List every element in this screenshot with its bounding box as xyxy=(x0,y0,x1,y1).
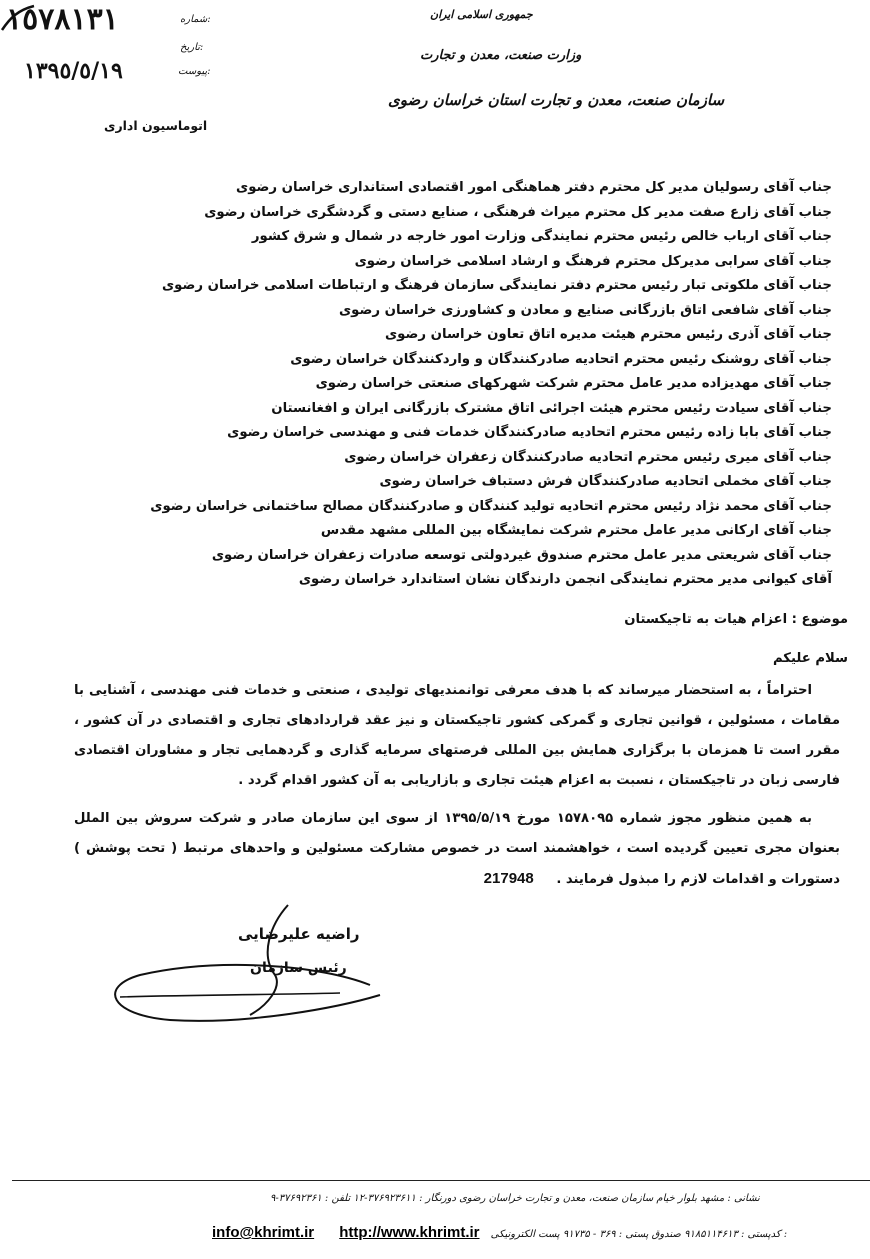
signature-title: رئیس سازمان xyxy=(250,960,347,976)
footer-postal: کدپستی : ۹۱۸۵۱۱۴۶۱۳ صندوق پستی : ۳۶۹ - ۹۱۷۳۵ پست الکترونیکی : xyxy=(490,1229,788,1240)
recipient-line: جناب آقای ارکانی مدیر عامل محترم شرکت نمایشگاه بین المللی مشهد مقدس xyxy=(320,523,832,538)
body-paragraph: احتراماً ، به استحضار میرساند که با هدف معرفی توانمندیهای تولیدی ، صنعتی و خدمات فنی مهندسی ، آشنایی با مقامات ، مسئولین ، قوانین تجاری و گمرکی کشور تاجیکستان و نیز عقد قراردادهای تجاری و اقتصادی در آن کشور ، مقرر است تا همزمان با برگزاری همایش بین المللی فرصتهای سرمایه گذاری و گردهمایی تجار و مشاوران اقتصادی فارسی زبان در تاجیکستان ، نسبت به اعزام هیئت تجاری و بازاریابی به آن کشور اقدام گردد . xyxy=(74,683,840,788)
footer-contact xyxy=(212,1222,787,1241)
recipient-line: آقای کیوانی مدیر محترم نمایندگی انجمن دارندگان نشان استاندارد خراسان رضوی xyxy=(298,572,832,587)
recipient-line: جناب آقای بابا زاده رئیس محترم اتحادیه صادرکنندگان خدمات فنی و مهندسی خراسان رضوی xyxy=(227,425,832,440)
footer-address: نشانی : مشهد بلوار خیام سازمان صنعت، معدن و تجارت خراسان رضوی دورنگار : ۳۷۶۹۲۳۶۱۱-۱۲ تلفن : ۳۷۶۹۲۳۶۱-۹ xyxy=(270,1193,760,1204)
recipient-line: جناب آقای محمد نژاد رئیس محترم اتحادیه تولید کنندگان و صادرکنندگان مصالح ساختمانی خراسان رضوی xyxy=(150,498,832,514)
signature-name: راضیه علیرضایی xyxy=(238,925,360,943)
email-link[interactable]: info@khrimt.ir xyxy=(212,1224,315,1241)
republic-title: جمهوری اسلامی ایران xyxy=(430,8,533,21)
body-paragraph xyxy=(74,804,840,895)
recipient-line: جناب آقای روشنک رئیس محترم اتحادیه صادرکنندگان و واردکنندگان خراسان رضوی xyxy=(290,351,832,367)
recipient-line: جناب آقای میری رئیس محترم اتحادیه صادرکنندگان زعفران خراسان رضوی xyxy=(344,449,832,465)
recipient-line: جناب آقای ارباب خالص رئیس محترم نمایندگی وزارت امور خارجه در شمال و شرق کشور xyxy=(251,229,832,244)
handwritten-stroke xyxy=(0,0,40,40)
label-date: تاریخ: xyxy=(180,42,204,53)
ministry-title: وزارت صنعت، معدن و تجارت xyxy=(420,48,582,63)
subject-line: موضوع : اعزام هیات به تاجیکستان xyxy=(624,612,848,627)
website-link[interactable]: http://www.khrimt.ir xyxy=(339,1224,480,1241)
recipients-list xyxy=(32,176,832,593)
recipient-line: جناب آقای زارع صفت مدیر کل محترم میراث فرهنگی ، صنایع دستی و گردشگری خراسان رضوی xyxy=(204,204,832,220)
footer-divider xyxy=(12,1180,870,1181)
label-number: شماره: xyxy=(180,14,211,25)
reference-code: 217948 xyxy=(483,870,534,887)
letter-meta xyxy=(0,0,240,140)
recipient-line: جناب آقای سیادت رئیس محترم هیئت اجرائی اتاق مشترک بازرگانی ایران و افغانستان xyxy=(271,400,832,416)
greeting: سلام علیکم xyxy=(772,651,848,666)
recipient-line: جناب آقای شافعی اتاق بازرگانی صنایع و معادن و کشاورزی خراسان رضوی xyxy=(338,302,832,318)
recipient-line: جناب آقای سرابی مدیرکل محترم فرهنگ و ارشاد اسلامی خراسان رضوی xyxy=(354,253,832,269)
organization-title: سازمان صنعت، معدن و تجارت استان خراسان رضوی xyxy=(388,91,725,109)
recipient-line: جناب آقای شریعتی مدیر عامل محترم صندوق غیردولتی توسعه صادرات زعفران خراسان رضوی xyxy=(211,547,832,563)
letter-body xyxy=(74,676,840,895)
letter-date: ١٣٩٥/٥/١٩ xyxy=(24,58,123,84)
recipient-line: جناب آقای مهدیزاده مدیر عامل محترم شرکت شهرکهای صنعتی خراسان رضوی xyxy=(315,376,832,391)
letter-number: ١٥٧٨١٣١ xyxy=(6,2,119,37)
recipient-line: جناب آقای مخملی اتحادیه صادرکنندگان فرش دستباف خراسان رضوی xyxy=(379,474,832,489)
recipient-line: جناب آقای آذری رئیس محترم هیئت مدیره اتاق تعاون خراسان رضوی xyxy=(384,327,832,342)
automation-label: اتوماسیون اداری xyxy=(104,118,208,133)
recipient-line: جناب آقای ملکوتی تبار رئیس محترم دفتر نمایندگی سازمان فرهنگ و ارتباطات اسلامی خراسان رضوی xyxy=(162,278,832,293)
label-attachment: پیوست: xyxy=(178,66,211,77)
recipient-line: جناب آقای رسولیان مدیر کل محترم دفتر هماهنگی امور اقتصادی استانداری خراسان رضوی xyxy=(236,180,832,195)
paragraph-text: به همین منظور مجوز شماره ۱۵۷۸۰۹۵ مورخ ۱۳۹۵/۵/۱۹ از سوی این سازمان صادر و شرکت سروش بین الملل بعنوان مجری تعیین گردیده است ، خواهشمند است در خصوص مشارکت مسئولین و واحدهای مرتبط ( تحت پوشش ) دستورات و اقدامات لازم را مبذول فرمایند . xyxy=(74,811,840,887)
